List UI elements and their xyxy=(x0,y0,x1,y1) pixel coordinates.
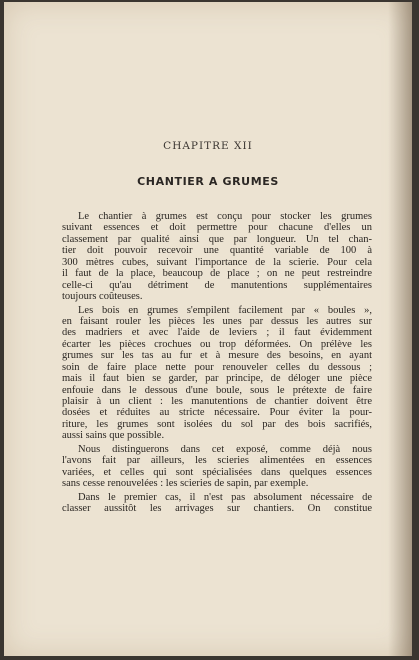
text-line: variées, et celles qui sont spécialisées dans quelques essences xyxy=(62,466,372,478)
text-line: celle-ci qu'au détriment de manutentions supplémentaires xyxy=(62,279,372,291)
text-line: toujours coûteuses. xyxy=(62,291,143,303)
text-line: grumes sur les tas au fur et à mesure des besoins, en ayant xyxy=(62,350,372,362)
text-line: 300 mètres cubes, suivant l'importance de la scierie. Pour cela xyxy=(62,256,372,268)
text-line: tier doit pouvoir recevoir une quantité variable de 100 à xyxy=(62,245,372,257)
text-line: Le chantier à grumes est conçu pour stocker les grumes xyxy=(78,211,372,222)
text-line: Nous distinguerons dans cet exposé, comme déjà nous xyxy=(78,443,372,455)
text-line: mais il faut bien se garder, par principe, de déloger une pièce xyxy=(62,373,372,385)
text-line: riture, les grumes sont isolées du sol par des bois sacrifiés, xyxy=(62,418,372,430)
text-line: classement par qualité ainsi que par longueur. Un tel chan- xyxy=(62,233,372,245)
chapter-title: CHANTIER A GRUMES xyxy=(137,175,279,188)
text-line: en faisant rouler les pièces les unes par dessus les autres sur xyxy=(62,315,372,327)
text-line: suivant essences et doit permettre pour chacune d'elles un xyxy=(62,222,372,234)
text-line: sans cesse renouvelées : les scieries de sapin, par exemple. xyxy=(62,478,309,490)
text-line: il faut de la place, beaucoup de place ; on ne peut restreindre xyxy=(62,268,372,280)
text-line: écarter les pièces crochues ou trop déformées. On prélève les xyxy=(62,338,372,350)
chapter-body xyxy=(62,211,372,514)
text-line: aussi sains que possible. xyxy=(62,430,165,442)
text-line: Dans le premier cas, il n'est pas absolument nécessaire de xyxy=(78,491,372,503)
text-line: Les bois en grumes s'empilent facilement par « boules », xyxy=(78,304,372,316)
text-line: dosées et réduites au stricte nécessaire. Pour éviter la pour- xyxy=(62,407,372,419)
text-line: l'avons fait par ailleurs, les scieries alimentées en essences xyxy=(62,455,372,467)
text-line: des madriers et avec l'aide de leviers ; il faut évidemment xyxy=(62,327,372,339)
text-line: plaisir à un client : les manutentions de chantier doivent être xyxy=(62,396,372,407)
page-edge-shadow xyxy=(388,2,412,656)
text-line: soin de faire place nette pour renouveler celles du dessous ; xyxy=(62,361,372,373)
book-page xyxy=(4,2,412,656)
chapter-number: CHAPITRE XII xyxy=(163,140,253,152)
text-line: enfouie dans le dessous d'une boule, sous le prétexte de faire xyxy=(62,384,372,396)
text-line: classer aussitôt les arrivages sur chantiers. On constitue xyxy=(62,502,372,514)
